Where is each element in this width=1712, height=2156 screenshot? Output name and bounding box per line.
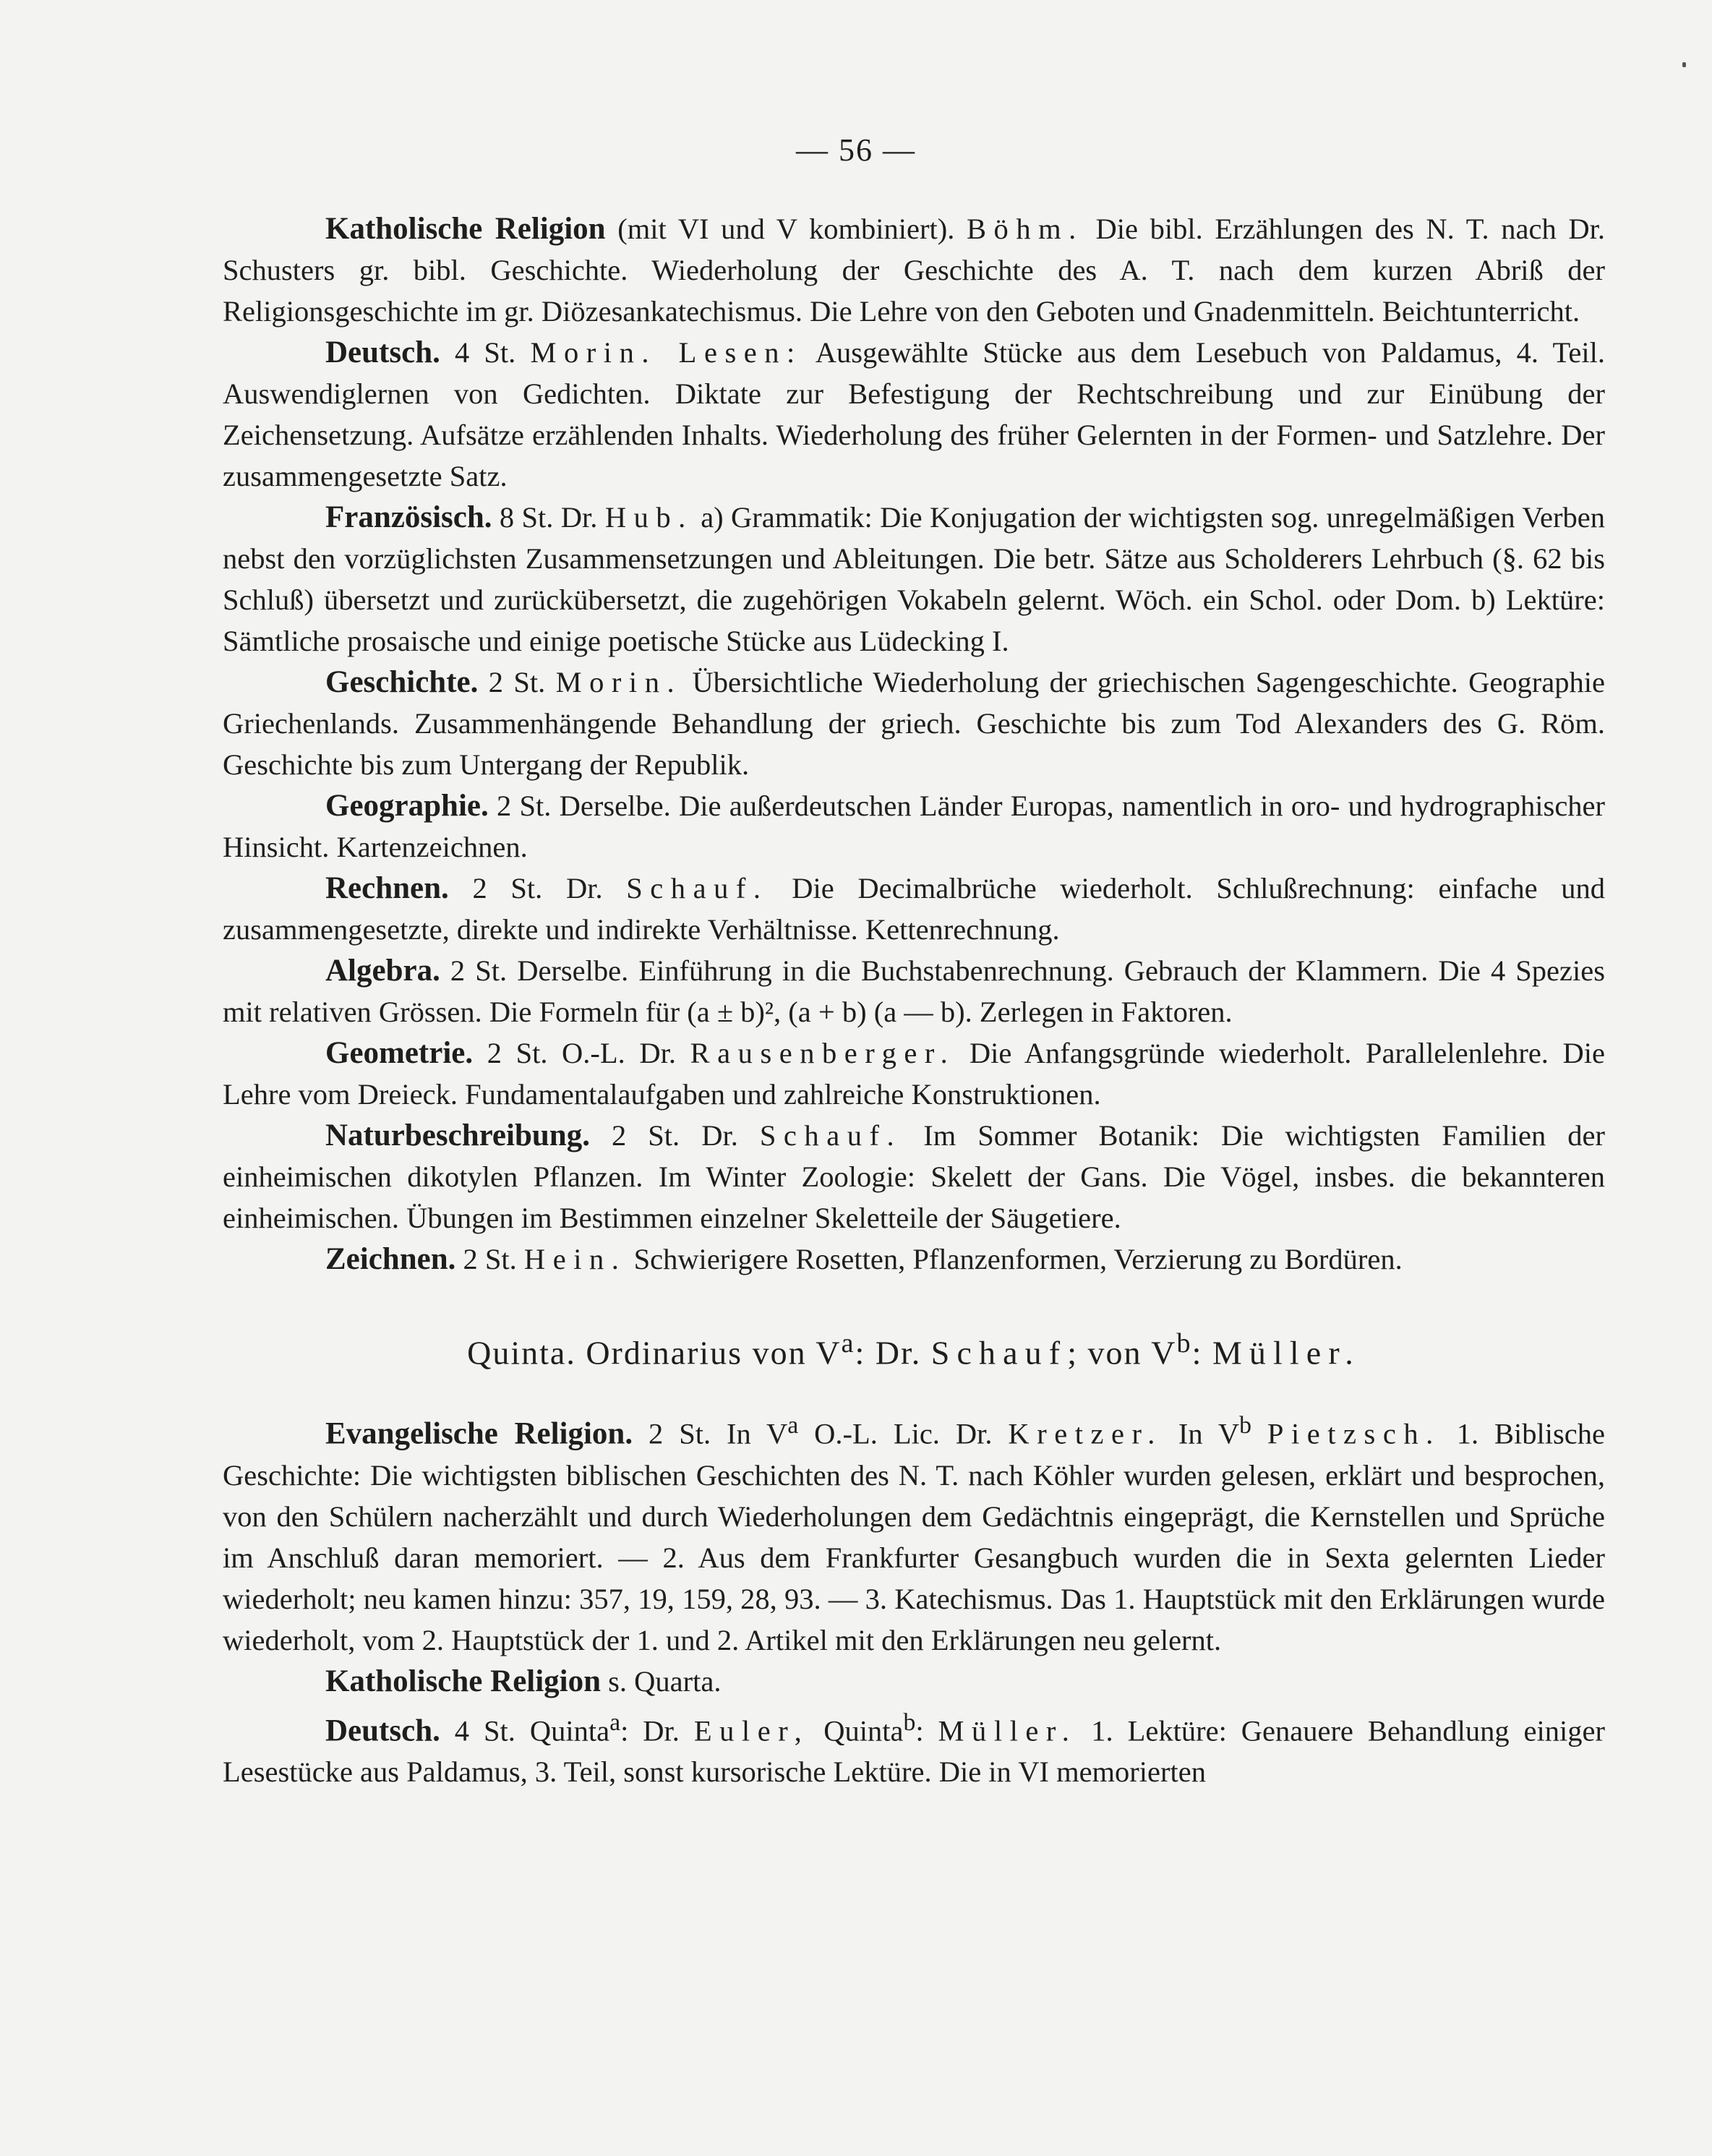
paragraph-geschichte — [223, 662, 1605, 785]
paragraph-text: 8 St. Dr. — [492, 501, 605, 534]
teacher-name: Hub. — [604, 501, 693, 534]
class-superscript: a — [787, 1412, 799, 1440]
paragraph-text: Die außerdeutschen Länder Europas, namentlich in oro- und hydrographischer Hinsicht. Kartenzeichnen. — [223, 790, 1606, 863]
teacher-name: Hein. — [523, 1243, 627, 1275]
teacher-name: Kretzer. — [1008, 1417, 1163, 1450]
class-superscript: b — [903, 1708, 916, 1736]
subject-heading: Naturbeschreibung. — [325, 1118, 590, 1152]
subject-heading: Katholische Religion — [325, 1664, 602, 1698]
teacher-name: Rausenberger. — [690, 1037, 956, 1069]
class-superscript: b — [1176, 1328, 1192, 1359]
subject-heading: Französisch. — [325, 500, 492, 534]
paragraph-katholische-religion — [223, 208, 1605, 332]
class-superscript: b — [1239, 1412, 1251, 1440]
teacher-name: Schauf. — [626, 872, 769, 904]
subject-heading: Evangelische Religion. — [325, 1416, 633, 1451]
section-title-text: Quinta. Ordinarius von V — [467, 1334, 842, 1372]
paragraph-franzoesisch — [223, 497, 1605, 662]
paragraph-text: Übersichtliche Wiederholung der griechischen Sagengeschichte. Geographie Griechenlands. Zusammenhängende Behandlung der griech. Geschichte bis zum Tod Alexanders des G. Röm. Geschichte bis zum Untergang der Republik. — [223, 666, 1605, 781]
paragraph-naturbeschreibung — [223, 1115, 1605, 1239]
teacher-name: Müller. — [1212, 1334, 1361, 1372]
scan-speck — [1682, 62, 1686, 67]
paragraph-text: 2 St. Dr. — [589, 1119, 760, 1152]
paragraph-text: O.-L. Lic. Dr. — [798, 1417, 1009, 1450]
paragraph-deutsch — [223, 332, 1605, 497]
teacher-name: Pietzsch. — [1267, 1417, 1441, 1450]
paragraph-text: 4 St. Quinta — [440, 1714, 610, 1748]
paragraph-text: (mit VI und V kombiniert). — [605, 213, 967, 245]
paragraph-text: Einführung in die Buchstabenrechnung. Gebrauch der Klammern. Die 4 Spezies mit relativen Grössen. Die Formeln für (a ± b)², (a + b) (a — b). Zerlegen in Faktoren. — [223, 954, 1605, 1028]
section-title-text: : Dr. — [855, 1334, 931, 1372]
paragraph-deutsch-quinta — [223, 1702, 1605, 1793]
subject-heading: Algebra. — [325, 954, 440, 988]
paragraph-geographie — [223, 785, 1605, 868]
paragraph-text: Quinta — [809, 1714, 904, 1748]
subject-heading: Katholische Religion — [325, 212, 606, 246]
teacher-name: Schauf — [930, 1334, 1068, 1372]
paragraph-text: : Dr. — [620, 1714, 694, 1748]
subject-heading: Geographie. — [325, 789, 489, 823]
subject-heading: Deutsch. — [325, 1714, 440, 1748]
paragraph-rechnen — [223, 868, 1605, 950]
teacher-name: Müller. — [938, 1714, 1077, 1748]
paragraph-text: 2 St. Derselbe. — [488, 790, 679, 822]
paragraph-text: Im Sommer Botanik: Die wichtigsten Familien der einheimischen dikotylen Pflanzen. Im Winter Zoologie: Skelett der Gans. Die Vögel, insbes. die bekannteren einheimischen. Übungen im Bestimmen einzelner Skeletteile der Säugetiere. — [223, 1119, 1605, 1234]
teacher-name: Morin. — [555, 666, 682, 698]
paragraph-text — [1251, 1418, 1267, 1450]
page-number: — 56 — — [796, 132, 916, 168]
paragraph-text: 2 St. In V — [633, 1417, 788, 1450]
paragraph-text: 1. Lektüre: Genauere Behandlung einiger Lesestücke aus Paldamus, 3. Teil, sonst kursorische Lektüre. Die in VI memorierten — [223, 1714, 1605, 1789]
paragraph-text: 2 St. Derselbe. — [440, 954, 639, 987]
paragraph-text: s. Quarta. — [601, 1664, 722, 1698]
subject-heading: Zeichnen. — [325, 1242, 456, 1276]
paragraph-text: a) Grammatik: Die Konjugation der wichtigsten sog. unregelmäßigen Verben nebst den vorzüglichsten Zusammensetzungen und Ableitungen. Die betr. Sätze aus Scholderers Lehrbuch (§. 62 bis Schluß) übersetzt und zurückübersetzt, die zugehörigen Vokabeln gelernt. Wöch. ein Schol. oder Dom. b) Lektüre: Sämtliche prosaische und einige poetische Stücke aus Lüdecking I. — [223, 501, 1605, 657]
teacher-name: Morin. Lesen: — [530, 336, 803, 369]
subject-heading: Rechnen. — [325, 871, 449, 905]
page-content — [223, 208, 1605, 1792]
section-title-quinta — [223, 1322, 1605, 1374]
paragraph-text: Ausgewählte Stücke aus dem Lesebuch von Paldamus, 4. Teil. Auswendiglernen von Gedichten. Diktate zur Befestigung der Rechtschreibung und zur Einübung der Zeichensetzung. Aufsätze erzählenden Inhalts. Wiederholung des früher Gelernten in der Formen- und Satzlehre. Der zusammengesetzte Satz. — [223, 336, 1605, 492]
paragraph-text: Die Decimalbrüche wiederholt. Schlußrechnung: einfache und zusammengesetzte, direkte und indirekte Verhältnisse. Kettenrechnung. — [223, 872, 1606, 946]
section-title-text: : — [1191, 1334, 1212, 1372]
paragraph-text: Die Anfangsgründe wiederholt. Parallelenlehre. Die Lehre vom Dreieck. Fundamentalaufgaben und zahlreiche Konstruktionen. — [223, 1037, 1605, 1111]
paragraph-text: 2 St. — [455, 1243, 524, 1275]
paragraph-text: Die bibl. Erzählungen des N. T. nach Dr. Schusters gr. bibl. Geschichte. Wiederholung der Geschichte des A. T. nach dem kurzen Abriß der Religionsgeschichte im gr. Diözesankatechismus. Die Lehre von den Geboten und Gnadenmitteln. Beichtunterricht. — [223, 213, 1605, 328]
paragraph-katholische-religion-quinta — [223, 1661, 1605, 1702]
paragraph-text: 2 St. Dr. — [448, 872, 627, 904]
paragraph-zeichnen — [223, 1239, 1605, 1280]
section-title-text: ; von V — [1067, 1334, 1177, 1372]
paragraph-text: 2 St. — [478, 666, 556, 698]
paragraph-text: 1. Biblische Geschichte: Die wichtigsten biblischen Geschichten des N. T. nach Köhler wurden gelesen, erklärt und besprochen, von den Schülern nacherzählt und durch Wiederholungen dem Gedächtnis eingeprägt, die Kernstellen und Sprüche im Anschluß daran memoriert. — 2. Aus dem Frankfurter Gesangbuch wurden die in Sexta gelernten Lieder wiederholt; neu kamen hinzu: 357, 19, 159, 28, 93. — 3. Katechismus. Das 1. Hauptstück mit den Erklärungen wurde wiederholt, vom 2. Hauptstück der 1. und 2. Artikel mit den Erklärungen neu gelernt. — [223, 1417, 1606, 1656]
paragraph-geometrie — [223, 1032, 1605, 1115]
paragraph-text: 4 St. — [440, 336, 531, 369]
paragraph-text: 2 St. O.-L. Dr. — [473, 1037, 690, 1069]
class-superscript: a — [841, 1328, 855, 1359]
teacher-name: Euler, — [693, 1714, 810, 1748]
subject-heading: Geometrie. — [325, 1036, 474, 1070]
paragraph-algebra — [223, 950, 1605, 1032]
subject-heading: Geschichte. — [325, 665, 479, 699]
paragraph-text: Schwierigere Rosetten, Pflanzenformen, Verzierung zu Bordüren. — [626, 1243, 1403, 1275]
subject-heading: Deutsch. — [325, 335, 440, 369]
teacher-name: Böhm. — [967, 213, 1084, 245]
teacher-name: Schauf. — [759, 1119, 902, 1152]
paragraph-text: In V — [1162, 1417, 1240, 1450]
paragraph-evangelische-religion — [223, 1405, 1605, 1661]
paragraph-text: : — [915, 1714, 938, 1748]
class-superscript: a — [609, 1708, 621, 1736]
